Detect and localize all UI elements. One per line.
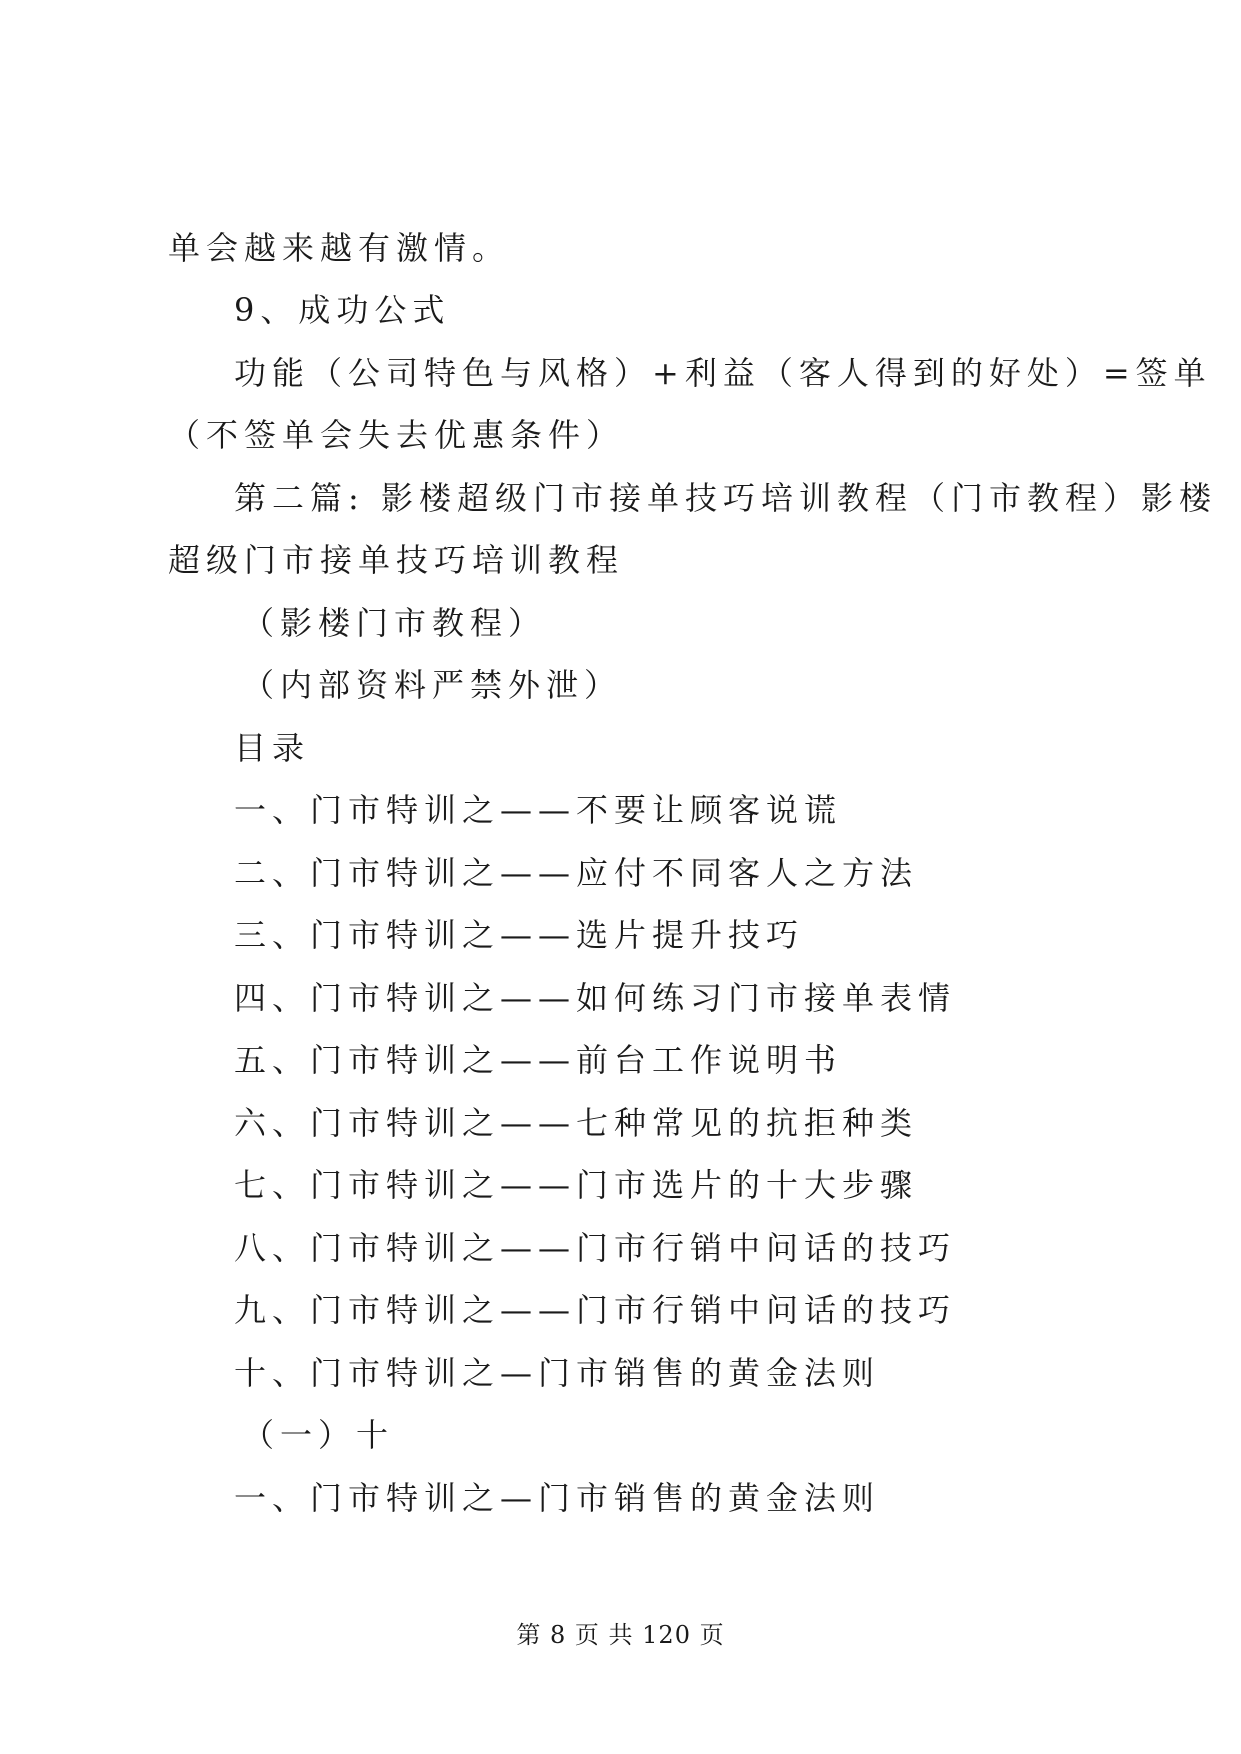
toc-entry: 七、门市特训之——门市选片的十大步骤 (234, 1166, 919, 1204)
toc-entry: 四、门市特训之——如何练习门市接单表情 (234, 979, 957, 1017)
toc-entry: 十、门市特训之—门市销售的黄金法则 (234, 1354, 881, 1392)
toc-entry: 六、门市特训之——七种常见的抗拒种类 (234, 1104, 919, 1142)
page-number-footer: 第 8 页 共 120 页 (516, 1621, 725, 1649)
toc-entry: 一、门市特训之—门市销售的黄金法则 (234, 1479, 881, 1517)
toc-entry: 九、门市特训之——门市行销中问话的技巧 (234, 1291, 957, 1329)
toc-entry: 一、门市特训之——不要让顾客说谎 (234, 791, 843, 829)
text-line: 9、成功公式 (234, 291, 451, 329)
text-line: （内部资料严禁外泄） (242, 666, 623, 704)
toc-entry: 五、门市特训之——前台工作说明书 (234, 1041, 843, 1079)
toc-entry: （一）十 (242, 1416, 395, 1454)
text-line: 超级门市接单技巧培训教程 (168, 541, 625, 579)
toc-entry: 二、门市特训之——应付不同客人之方法 (234, 854, 919, 892)
toc-entry: 三、门市特训之——选片提升技巧 (234, 916, 805, 954)
text-line: 第二篇: 影楼超级门市接单技巧培训教程（门市教程）影楼 (234, 479, 1217, 517)
text-line: 功能（公司特色与风格）+利益（客人得到的好处）=签单 (234, 354, 1212, 392)
text-line: （影楼门市教程） (242, 604, 547, 642)
toc-heading: 目录 (234, 729, 311, 767)
text-line: （不签单会失去优惠条件） (168, 416, 625, 454)
toc-entry: 八、门市特训之——门市行销中问话的技巧 (234, 1229, 957, 1267)
text-line: 单会越来越有激情。 (168, 229, 511, 267)
